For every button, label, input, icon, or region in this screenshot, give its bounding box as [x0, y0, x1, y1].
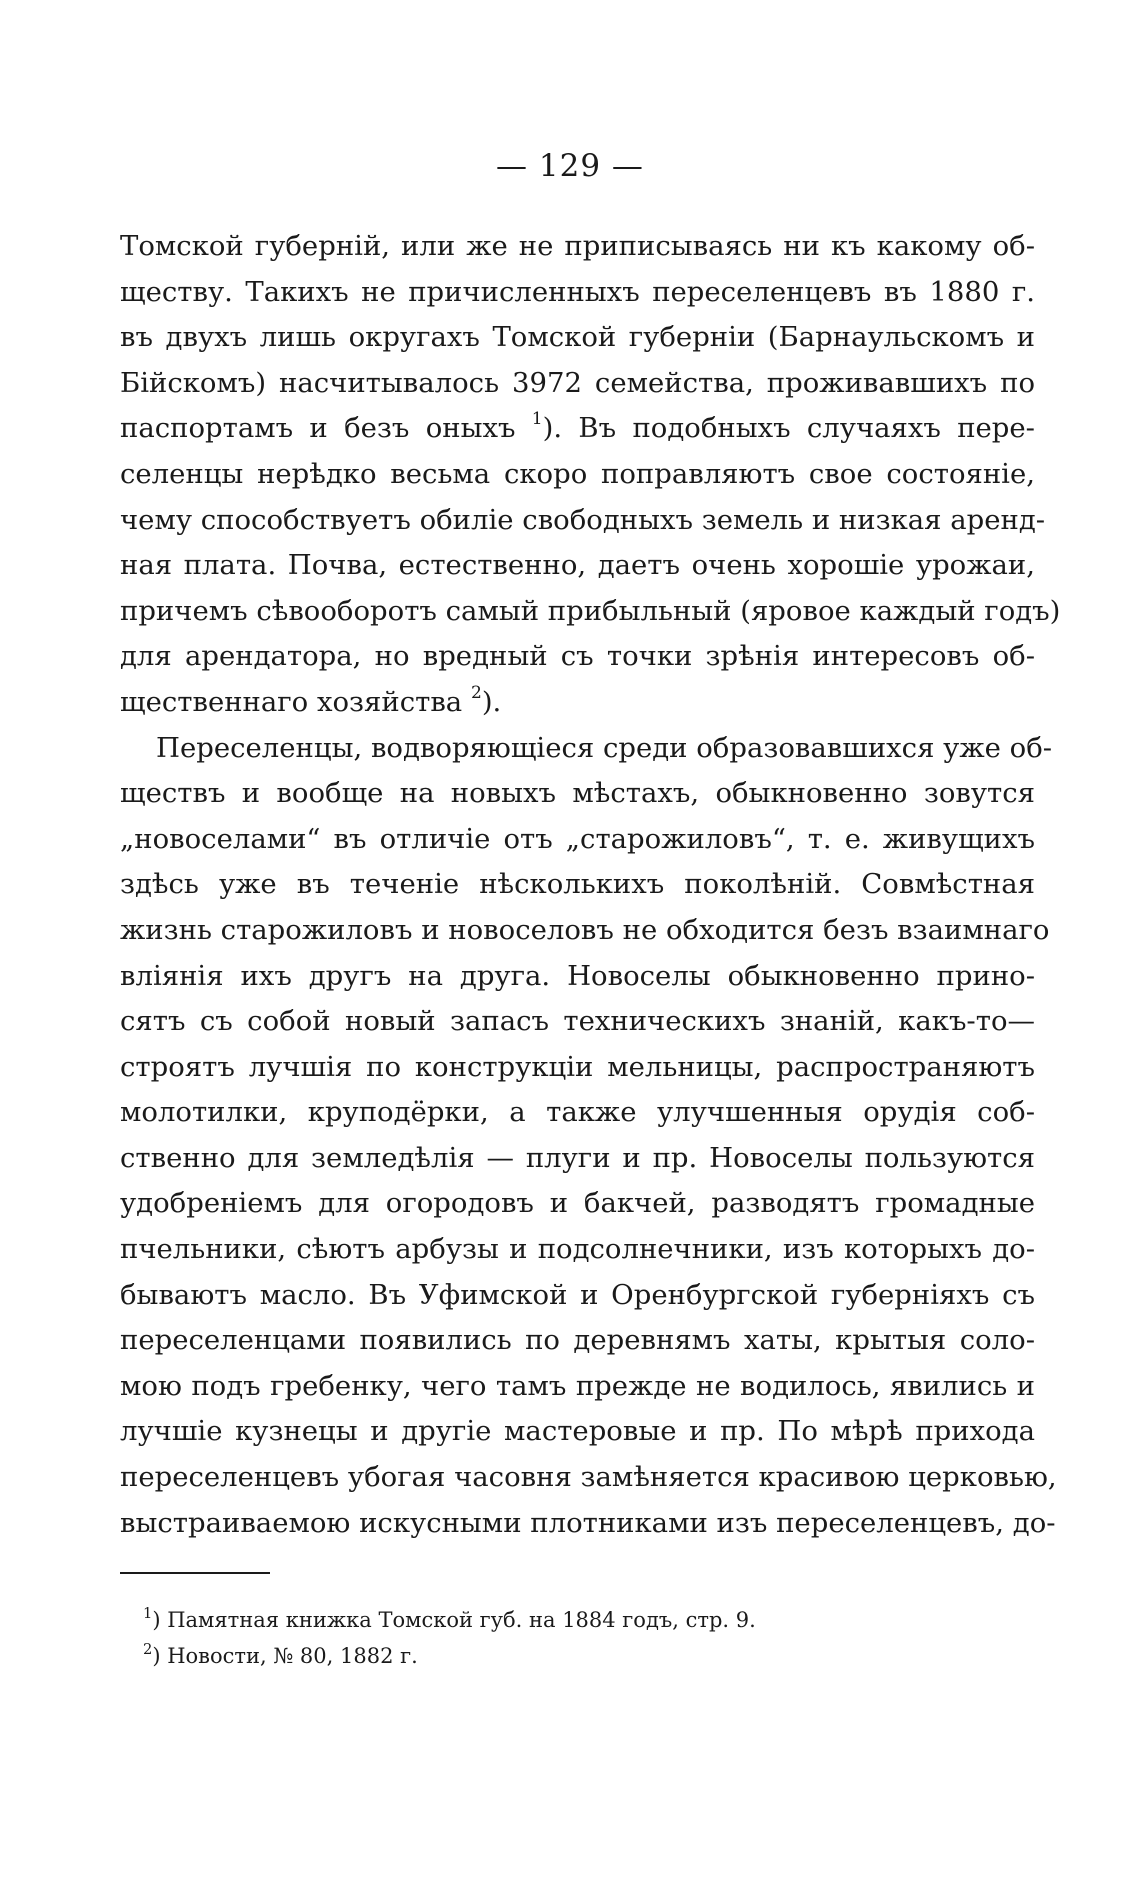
text-line: причемъ сѣвооборотъ самый прибыльный (яровое каждый годъ) — [120, 594, 1061, 627]
text-line: строятъ лучшія по конструкціи мельницы, распространяютъ — [120, 1050, 1035, 1083]
text-line: Томской губерній, или же не приписываясь ни къ какому об- — [120, 230, 1035, 262]
text-line: ная плата. Почва, естественно, даетъ очень хорошіе урожаи, — [120, 549, 1035, 582]
text-line: пчельники, сѣютъ арбузы и подсолнечники, изъ которыхъ до- — [120, 1233, 1035, 1266]
text-line: въ двухъ лишь округахъ Томской губерніи (Барнаульскомъ и — [120, 321, 1035, 354]
text-line: ществъ и вообще на новыхъ мѣстахъ, обыкновенно зовутся — [120, 777, 1035, 810]
text-line: мою подъ гребенку, чего тамъ прежде не водилось, явились и — [120, 1369, 1035, 1402]
page-number: — 129 — — [496, 148, 644, 184]
text-line: переселенцевъ убогая часовня замѣняется красивою церковью, — [120, 1461, 1057, 1494]
text-segment: паспортамъ и безъ оныхъ — [120, 412, 516, 445]
text-line: выстраиваемою искусными плотниками изъ переселенцевъ, до- — [120, 1506, 1056, 1539]
text-line: для арендатора, но вредный съ точки зрѣнія интересовъ об- — [120, 640, 1035, 673]
footnote-text: ) Памятная книжка Томской губ. на 1884 годъ, стр. 9. — [152, 1608, 756, 1632]
text-line — [120, 680, 1035, 726]
footnote-2 — [143, 1638, 1043, 1674]
text-line: „новоселами“ въ отличіе отъ „старожиловъ“, т. е. живущихъ — [120, 822, 1035, 855]
text-line: удобреніемъ для огородовъ и бакчей, разводятъ громадные — [120, 1187, 1035, 1220]
text-line: вліянія ихъ другъ на друга. Новоселы обыкновенно прино- — [120, 959, 1035, 992]
text-segment: ). — [481, 685, 502, 718]
footnote-divider — [120, 1572, 270, 1574]
text-line: сятъ съ собой новый запасъ техническихъ знаній, какъ-то— — [120, 1005, 1035, 1038]
text-line: ществу. Такихъ не причисленныхъ переселенцевъ въ 1880 г. — [120, 275, 1035, 308]
footnote-1 — [143, 1602, 1043, 1638]
footnote-ref-2[interactable]: 2 — [470, 683, 482, 704]
footnote-ref-1[interactable]: 1 — [531, 409, 543, 430]
text-line — [120, 406, 1035, 452]
text-line: молотилки, круподёрки, а также улучшенныя орудія соб- — [120, 1096, 1035, 1129]
text-line: лучшіе кузнецы и другіе мастеровые и пр. По мѣрѣ прихода — [120, 1415, 1035, 1448]
text-line: бываютъ масло. Въ Уфимской и Оренбургской губерніяхъ съ — [120, 1278, 1035, 1311]
text-line: жизнь старожиловъ и новоселовъ не обходится безъ взаимнаго — [120, 913, 1050, 946]
footnote-marker: 2 — [143, 1641, 153, 1659]
footnote-text: ) Новости, № 80, 1882 г. — [152, 1644, 418, 1668]
text-line: переселенцами появились по деревнямъ хаты, крытыя соло- — [120, 1324, 1035, 1357]
text-line: Бійскомъ) насчитывалось 3972 семейства, проживавшихъ по — [120, 366, 1035, 399]
text-segment: щественнаго хозяйства — [120, 685, 463, 718]
text-line: здѣсь уже въ теченіе нѣсколькихъ поколѣній. Совмѣстная — [120, 868, 1035, 901]
footnotes — [143, 1602, 1043, 1674]
footnote-marker: 1 — [143, 1605, 153, 1623]
text-line: чему способствуетъ обиліе свободныхъ земель и низкая аренд- — [120, 503, 1046, 536]
text-segment: ). Въ подобныхъ случаяхъ пере- — [542, 412, 1035, 445]
text-line: ственно для земледѣлія — плуги и пр. Новоселы пользуются — [120, 1141, 1035, 1174]
body-text — [120, 224, 1061, 1546]
text-line: селенцы нерѣдко весьма скоро поправляютъ свое состояніе, — [120, 457, 1035, 490]
paragraph-start-line: Переселенцы, водворяющіеся среди образовавшихся уже об- — [156, 731, 1053, 764]
